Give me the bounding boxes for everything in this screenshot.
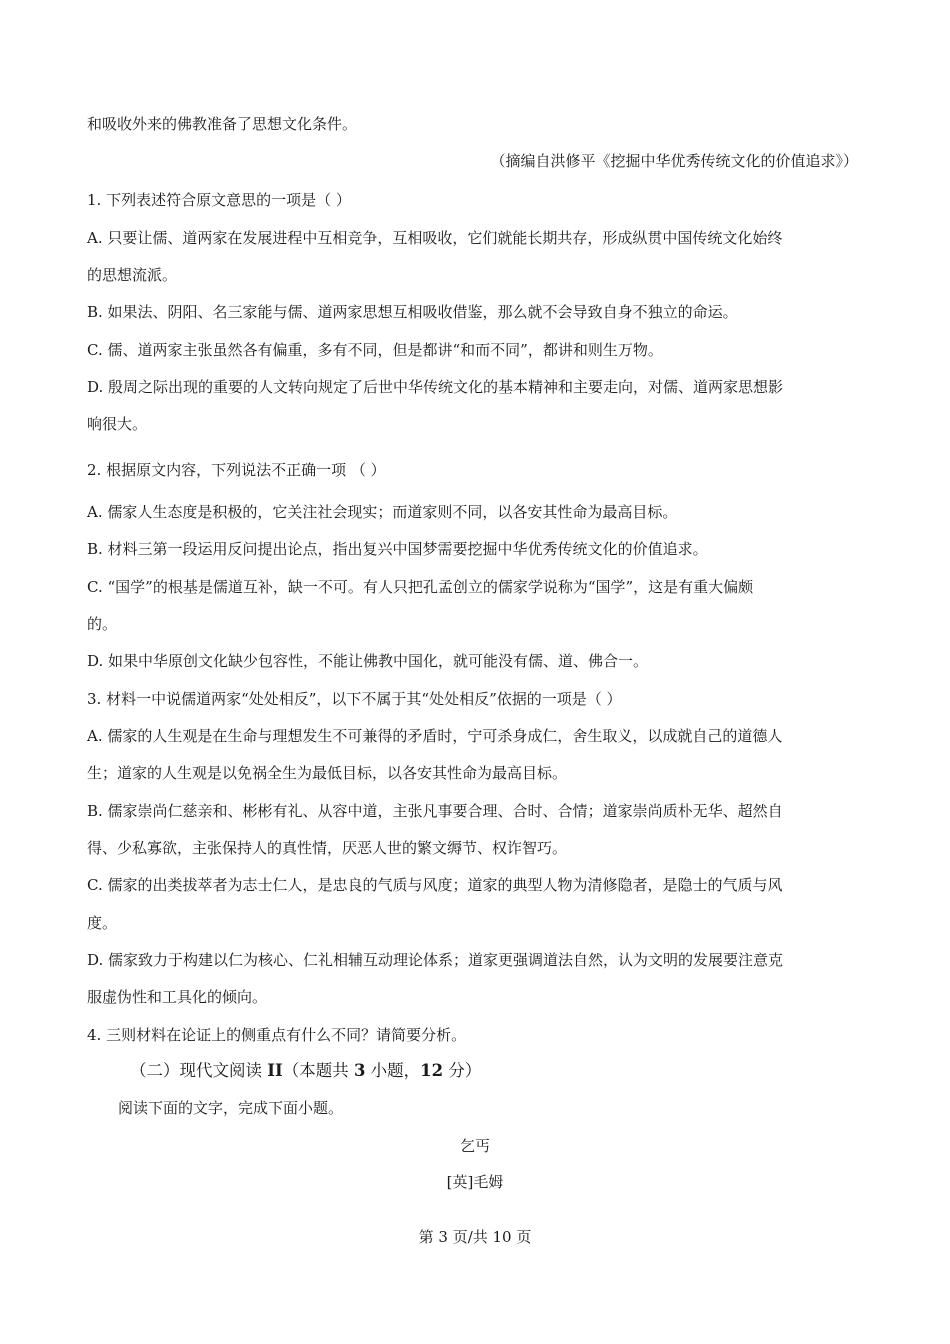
text-line: 和吸收外来的佛教准备了思想文化条件。 <box>87 115 358 133</box>
question-3-option-a: A. 儒家的人生观是在生命与理想发生不可兼得的矛盾时，宁可杀身成仁，舍生取义，以成就自己的道德人 <box>87 727 783 745</box>
question-1-option-d-cont: 响很大。 <box>87 415 148 433</box>
question-3-option-c-cont: 度。 <box>87 914 118 932</box>
question-3-option-a-cont: 生；道家的人生观是以免祸全生为最低目标，以各安其性命为最高目标。 <box>87 764 568 782</box>
section-heading-roman: II <box>267 1061 283 1080</box>
question-3-option-b: B. 儒家崇尚仁慈亲和、彬彬有礼、从容中道，主张凡事要合理、合时、合情；道家崇尚质朴无华、超然自 <box>87 802 783 820</box>
question-2-option-c-cont: 的。 <box>87 615 118 633</box>
question-1-stem: 1. 下列表述符合原文意思的一项是（ ） <box>87 191 351 209</box>
question-3-stem: 3. 材料一中说儒道两家“处处相反”，以下不属于其“处处相反”依据的一项是（ ） <box>87 690 622 708</box>
section-heading-mid2: 小题， <box>365 1061 421 1080</box>
section-heading-count: 3 <box>353 1061 366 1080</box>
section-heading-score: 12 <box>420 1061 444 1080</box>
reading-instruction: 阅读下面的文字，完成下面小题。 <box>118 1099 344 1117</box>
page-footer: 第 3 页/共 10 页 <box>418 1228 532 1246</box>
question-3-option-c: C. 儒家的出类拔萃者为志士仁人，是忠良的气质与风度；道家的典型人物为清修隐者，是隐士的气质与风 <box>87 876 783 894</box>
question-3-option-d: D. 儒家致力于构建以仁为核心、仁礼相辅互动理论体系；道家更强调道法自然，认为文明的发展要注意克 <box>87 951 784 969</box>
question-2-option-c: C. “国学”的根基是儒道互补，缺一不可。有人只把孔孟创立的儒家学说称为“国学”，这是有重大偏颇 <box>87 578 754 596</box>
question-2-option-d: D. 如果中华原创文化缺少包容性，不能让佛教中国化，就可能没有儒、道、佛合一。 <box>87 652 649 670</box>
question-1-option-a-cont: 的思想流派。 <box>87 266 178 284</box>
question-2-stem: 2. 根据原文内容，下列说法不正确一项 （ ） <box>87 461 386 479</box>
question-1-option-c: C. 儒、道两家主张虽然各有偏重，多有不同，但是都讲“和而不同”，都讲和则生万物。 <box>87 341 663 359</box>
section-heading-open: （二）现代文阅读 <box>130 1061 268 1080</box>
section-heading-close: 分） <box>443 1061 482 1080</box>
story-title: 乞丐 <box>459 1137 490 1155</box>
question-1-option-b: B. 如果法、阴阳、名三家能与儒、道两家思想互相吸收借鉴，那么就不会导致自身不独立的命运。 <box>87 303 738 321</box>
source-citation: （摘编自洪修平《挖掘中华优秀传统文化的价值追求》） <box>490 152 858 170</box>
section-heading <box>130 1059 481 1083</box>
question-2-option-b: B. 材料三第一段运用反问提出论点，指出复兴中国梦需要挖掘中华优秀传统文化的价值追求。 <box>87 540 708 558</box>
story-author: [英]毛姆 <box>446 1173 504 1191</box>
question-3-option-b-cont: 得、少私寡欲，主张保持人的真性情，厌恶人世的繁文缛节、权诈智巧。 <box>87 839 568 857</box>
question-1-option-d: D. 殷周之际出现的重要的人文转向规定了后世中华传统文化的基本精神和主要走向，对儒、道两家思想影 <box>87 378 784 396</box>
question-4-stem: 4. 三则材料在论证上的侧重点有什么不同？请简要分析。 <box>87 1026 467 1044</box>
question-3-option-d-cont: 服虚伪性和工具化的倾向。 <box>87 988 268 1006</box>
question-2-option-a: A. 儒家人生态度是积极的，它关注社会现实；而道家则不同，以各安其性命为最高目标。 <box>87 503 678 521</box>
question-1-option-a: A. 只要让儒、道两家在发展进程中互相竞争，互相吸收，它们就能长期共存，形成纵贯中国传统文化始终 <box>87 229 783 247</box>
section-heading-mid: （本题共 <box>282 1061 354 1080</box>
